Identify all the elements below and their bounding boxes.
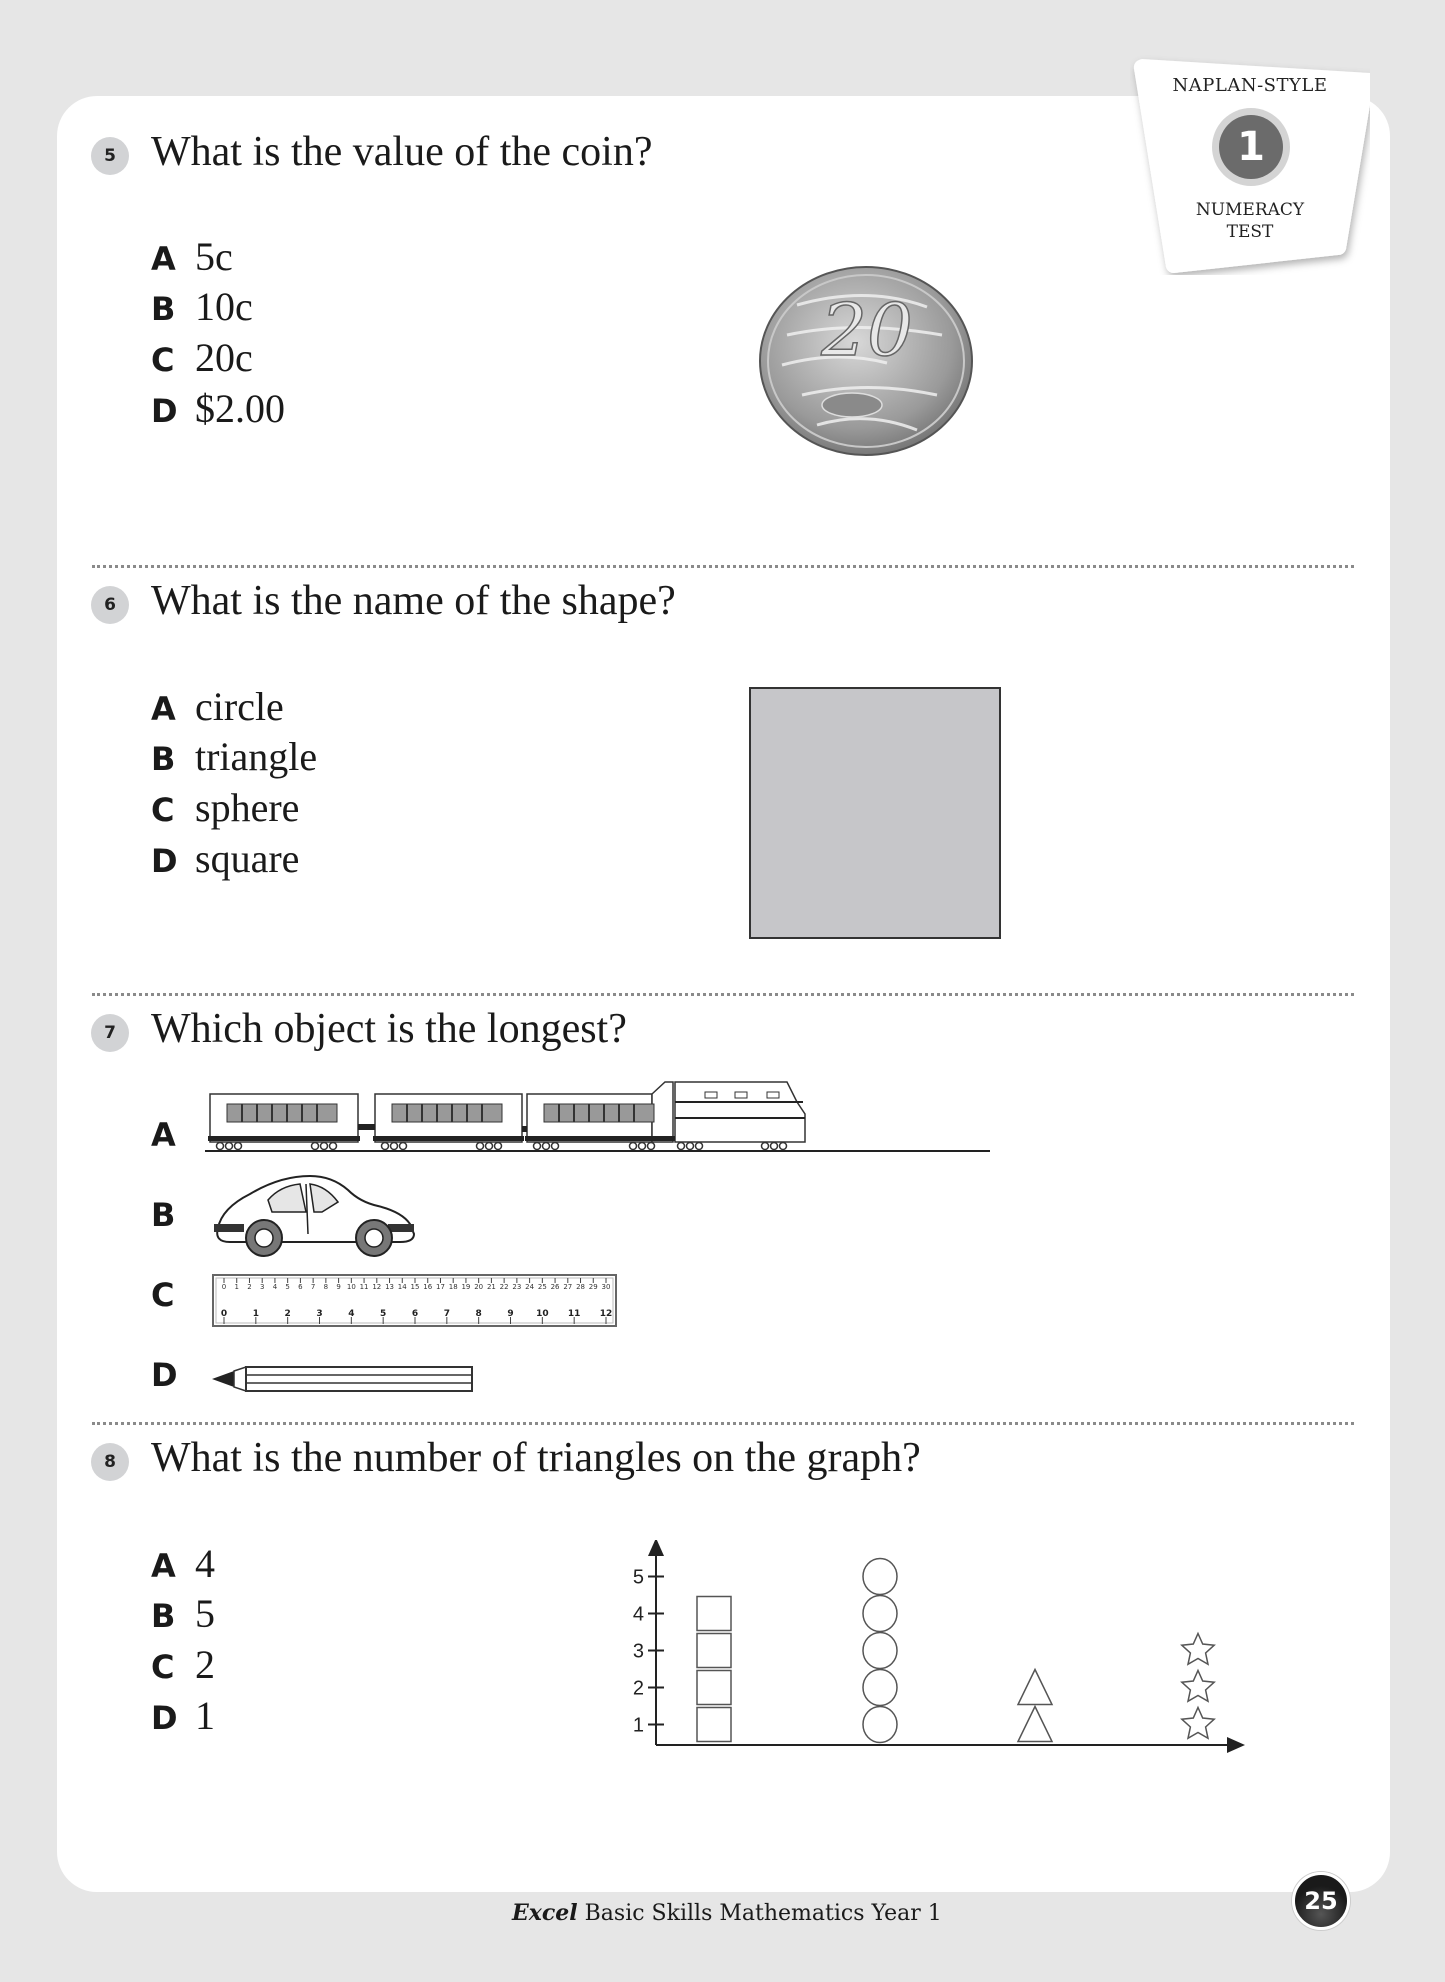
square-icon	[697, 1634, 731, 1668]
option-value: 5c	[195, 234, 233, 279]
svg-text:12: 12	[599, 1309, 613, 1319]
option-value: 2	[195, 1642, 215, 1687]
svg-text:14: 14	[397, 1283, 407, 1291]
square-icon	[697, 1597, 731, 1631]
svg-text:1: 1	[234, 1283, 239, 1291]
square-icon	[697, 1671, 731, 1705]
svg-text:10: 10	[536, 1309, 549, 1319]
svg-text:6: 6	[411, 1309, 419, 1319]
option-c[interactable]	[151, 333, 253, 383]
svg-text:1: 1	[252, 1309, 259, 1319]
square-shape	[749, 687, 1001, 939]
svg-text:7: 7	[443, 1309, 450, 1319]
pictograph-chart	[620, 1540, 1245, 1760]
option-c[interactable]	[151, 1640, 215, 1690]
svg-text:13: 13	[385, 1283, 394, 1291]
option-letter: C	[151, 791, 175, 829]
svg-text:3: 3	[316, 1309, 323, 1319]
svg-text:28: 28	[576, 1283, 585, 1291]
footer-title	[512, 1900, 942, 1926]
svg-text:4: 4	[272, 1283, 278, 1291]
option-letter: C	[151, 1648, 175, 1686]
option-value: $2.00	[195, 386, 285, 431]
badge-bottom-label	[1130, 199, 1370, 243]
naplan-badge	[1130, 55, 1370, 275]
svg-text:5: 5	[632, 1566, 644, 1589]
footer-brand: Excel	[512, 1900, 578, 1926]
svg-text:2: 2	[284, 1309, 291, 1319]
option-letter: A	[151, 1547, 176, 1585]
coin-image	[757, 265, 975, 457]
footer-book-title: Basic Skills Mathematics Year 1	[577, 1901, 942, 1926]
option-letter: A	[151, 240, 176, 278]
svg-text:17: 17	[436, 1283, 445, 1291]
svg-text:3: 3	[632, 1640, 644, 1663]
question-text: What is the name of the shape?	[151, 578, 676, 624]
svg-text:11: 11	[359, 1283, 369, 1291]
option-d[interactable]: D	[151, 1356, 178, 1394]
option-value: 10c	[195, 284, 253, 329]
option-a[interactable]	[151, 682, 284, 732]
pencil-image[interactable]	[210, 1366, 476, 1392]
svg-text:2: 2	[632, 1677, 644, 1700]
svg-text:21: 21	[486, 1283, 496, 1291]
svg-text:0: 0	[220, 1309, 228, 1319]
option-d[interactable]	[151, 834, 299, 884]
circle-icon	[863, 1707, 897, 1743]
badge-number: 1	[1219, 115, 1283, 179]
svg-text:9: 9	[336, 1283, 341, 1291]
option-b[interactable]	[151, 1589, 215, 1639]
svg-text:29: 29	[588, 1283, 598, 1291]
option-d[interactable]	[151, 1691, 215, 1741]
option-a[interactable]	[151, 232, 233, 282]
badge-bottom-line1: NUMERACY	[1195, 200, 1305, 220]
option-c[interactable]: C	[151, 1276, 175, 1314]
option-value: 5	[195, 1591, 215, 1636]
train-image[interactable]	[205, 1080, 990, 1152]
svg-text:20: 20	[474, 1283, 484, 1291]
option-b[interactable]	[151, 282, 253, 332]
svg-text:7: 7	[310, 1283, 316, 1291]
option-value: 4	[195, 1541, 215, 1586]
svg-text:8: 8	[475, 1309, 482, 1319]
ruler-image[interactable]	[212, 1274, 618, 1329]
option-letter: A	[151, 690, 176, 728]
car-image[interactable]	[210, 1172, 425, 1260]
option-a[interactable]	[151, 1539, 215, 1589]
circle-icon	[863, 1596, 897, 1632]
option-letter: D	[151, 1699, 178, 1737]
star-icon	[1182, 1708, 1214, 1739]
svg-text:18: 18	[448, 1283, 458, 1291]
circle-icon	[863, 1633, 897, 1669]
option-letter: C	[151, 341, 175, 379]
svg-text:5: 5	[380, 1309, 387, 1319]
question-text: What is the number of triangles on the graph?	[151, 1435, 921, 1481]
svg-text:30: 30	[601, 1283, 611, 1291]
option-c[interactable]	[151, 783, 299, 833]
option-value: 20c	[195, 335, 253, 380]
svg-text:12: 12	[372, 1283, 382, 1291]
svg-text:5: 5	[285, 1283, 290, 1291]
svg-text:25: 25	[537, 1283, 547, 1291]
svg-text:10: 10	[346, 1283, 356, 1291]
question-number-badge: 7	[91, 1014, 129, 1052]
option-b[interactable]: B	[151, 1196, 176, 1234]
option-a[interactable]: A	[151, 1116, 176, 1154]
option-d[interactable]	[151, 384, 285, 434]
option-value: 1	[195, 1693, 215, 1738]
square-icon	[697, 1708, 731, 1742]
star-icon	[1182, 1671, 1214, 1702]
option-letter: B	[151, 740, 176, 778]
svg-text:6: 6	[298, 1283, 303, 1291]
svg-text:11: 11	[567, 1309, 581, 1319]
badge-bottom-line2: TEST	[1226, 222, 1274, 242]
circle-icon	[863, 1559, 897, 1595]
svg-text:27: 27	[563, 1283, 573, 1291]
svg-text:23: 23	[512, 1283, 522, 1291]
option-letter: B	[151, 1597, 176, 1635]
svg-text:9: 9	[507, 1309, 514, 1319]
question-number-badge: 8	[91, 1443, 129, 1481]
option-letter: B	[151, 290, 176, 328]
svg-text:2: 2	[247, 1283, 252, 1291]
question-number-badge: 5	[91, 137, 129, 175]
star-icon	[1182, 1634, 1214, 1665]
question-text: What is the value of the coin?	[151, 129, 653, 175]
svg-text:4: 4	[632, 1603, 644, 1626]
svg-text:26: 26	[550, 1283, 560, 1291]
triangle-icon	[1018, 1707, 1052, 1742]
question-text: Which object is the longest?	[151, 1006, 627, 1052]
option-value: square	[195, 836, 300, 881]
svg-text:1: 1	[632, 1714, 644, 1737]
divider	[92, 993, 1354, 996]
svg-text:0: 0	[221, 1283, 227, 1291]
option-b[interactable]	[151, 732, 317, 782]
badge-top-label: NAPLAN-STYLE	[1172, 75, 1328, 96]
circle-icon	[863, 1670, 897, 1706]
divider	[92, 1422, 1354, 1425]
triangle-icon	[1018, 1670, 1052, 1705]
svg-text:22: 22	[499, 1283, 509, 1291]
option-value: sphere	[195, 785, 300, 830]
divider	[92, 565, 1354, 568]
svg-text:16: 16	[423, 1283, 433, 1291]
svg-text:15: 15	[410, 1283, 420, 1291]
question-number-badge: 6	[91, 586, 129, 624]
coin-denomination: 20	[821, 288, 913, 372]
svg-text:3: 3	[259, 1283, 265, 1291]
svg-text:24: 24	[525, 1283, 535, 1291]
option-letter: D	[151, 842, 178, 880]
option-value: triangle	[195, 734, 318, 779]
svg-text:19: 19	[461, 1283, 471, 1291]
page-number: 25	[1292, 1872, 1350, 1930]
svg-text:4: 4	[348, 1309, 355, 1319]
svg-text:8: 8	[323, 1283, 329, 1291]
option-value: circle	[195, 684, 284, 729]
option-letter: D	[151, 392, 178, 430]
